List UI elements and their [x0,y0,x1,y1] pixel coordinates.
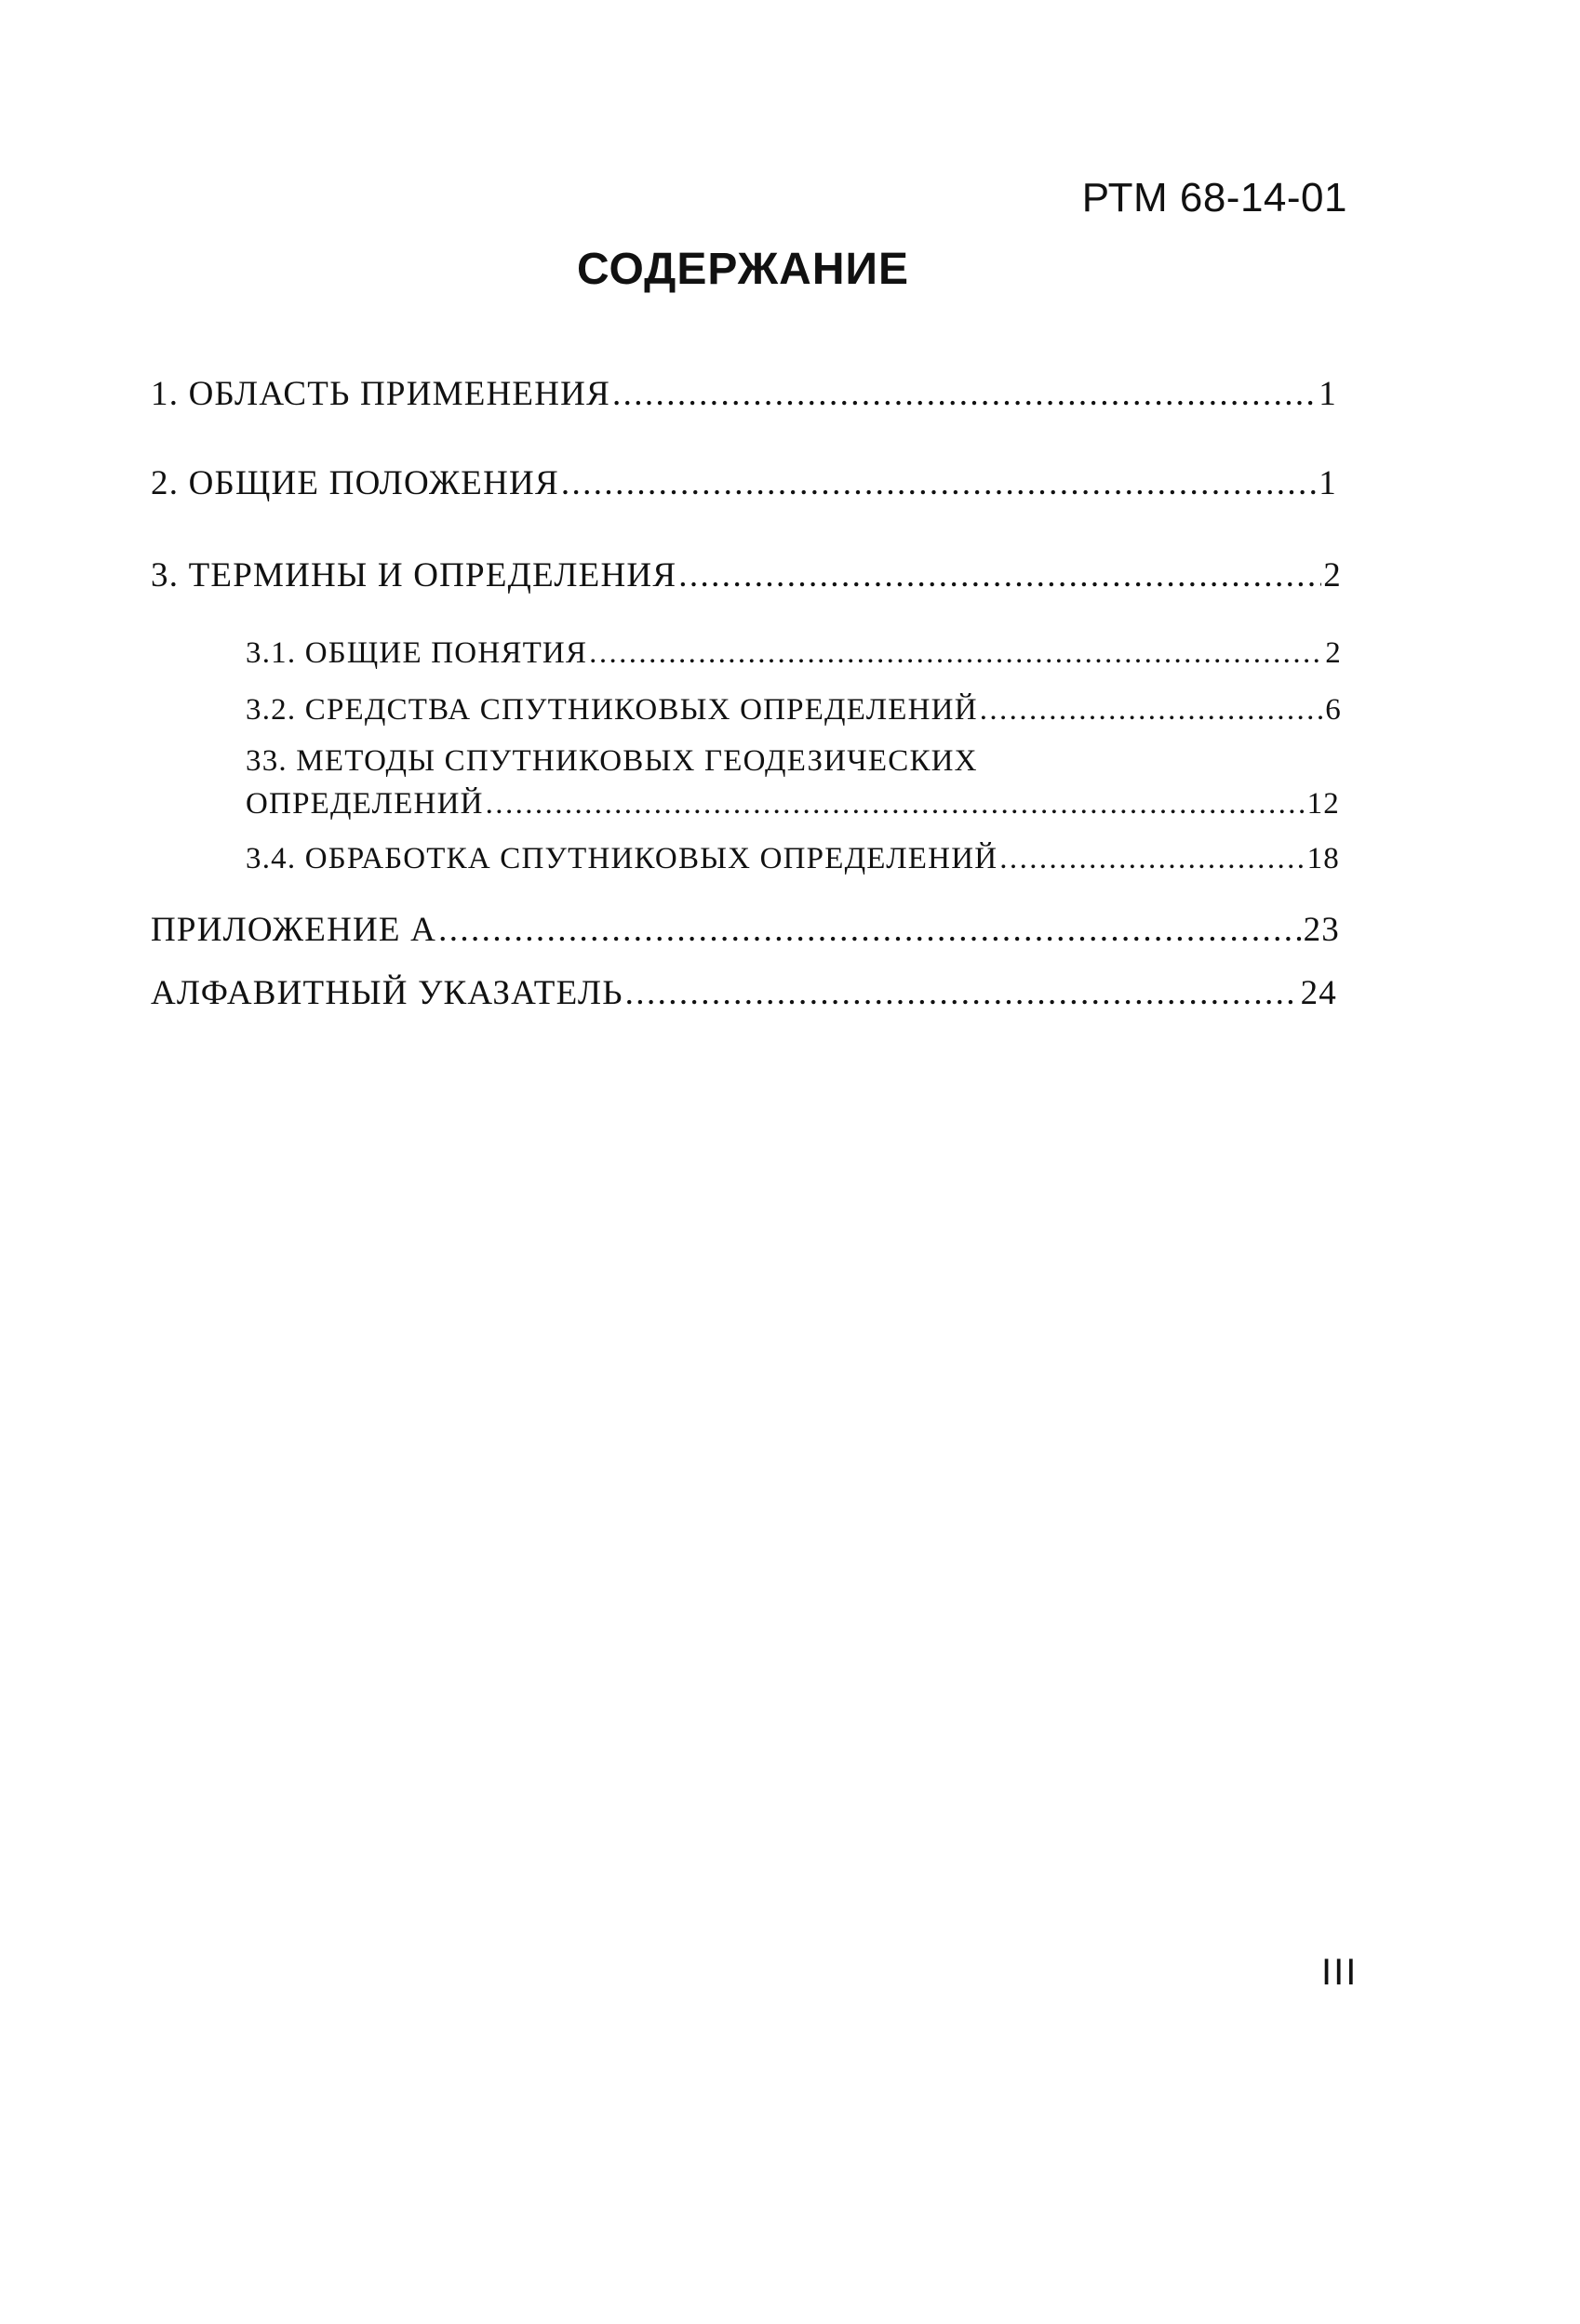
toc-entry-label: ПРИЛОЖЕНИЕ А [151,911,437,949]
toc-entry-label: ОПРЕДЕЛЕНИЙ [246,787,484,821]
document-code: РТМ 68-14-01 [1081,175,1347,220]
toc-entry-page: 12 [1306,787,1340,821]
toc-dot-leader [612,374,1317,414]
toc-dot-leader [678,555,1321,595]
toc-dot-leader [980,693,1324,728]
toc-entry-page: 23 [1303,911,1340,949]
toc-entry-label: 2. ОБЩИЕ ПОЛОЖЕНИЯ [151,464,559,502]
toc-entry-label: 1. ОБЛАСТЬ ПРИМЕНЕНИЯ [151,375,610,413]
toc-entry-page: 2 [1325,636,1342,670]
toc-entry-label: АЛФАВИТНЫЙ УКАЗАТЕЛЬ [151,974,623,1012]
toc-entry-page: 1 [1319,375,1337,413]
toc-entry-page: 2 [1323,556,1342,594]
toc-entry-terms[interactable] [151,555,1342,595]
toc-dot-leader [561,463,1317,503]
toc-entry-label: 3. ТЕРМИНЫ И ОПРЕДЕЛЕНИЯ [151,556,677,594]
toc-entry-page: 24 [1300,974,1337,1012]
toc-entry-general[interactable] [151,463,1337,503]
toc-dot-leader [486,787,1306,821]
toc-entry-general-concepts[interactable] [246,636,1342,671]
toc-dot-leader [625,973,1299,1013]
toc-dot-leader [999,842,1305,876]
toc-dot-leader [589,636,1323,671]
toc-entry-page: 6 [1325,693,1342,727]
toc-entry-satellite-methods-line1[interactable] [246,744,978,779]
page-title: СОДЕРЖАНИЕ [577,245,909,294]
toc-entry-label: 3.1. ОБЩИЕ ПОНЯТИЯ [246,636,588,670]
toc-entry-scope[interactable] [151,374,1337,414]
toc-dot-leader [438,910,1302,950]
toc-entry-page: 18 [1306,842,1340,875]
page-number: III [1321,1952,1359,1993]
toc-entry-page: 1 [1319,464,1337,502]
toc-entry-satellite-methods-line2[interactable] [246,787,1340,821]
toc-entry-label: 3.4. ОБРАБОТКА СПУТНИКОВЫХ ОПРЕДЕЛЕНИЙ [246,842,998,875]
toc-entry-satellite-processing[interactable] [246,842,1340,876]
toc-entry-satellite-tools[interactable] [246,693,1342,728]
toc-entry-label: 3.2. СРЕДСТВА СПУТНИКОВЫХ ОПРЕДЕЛЕНИЙ [246,693,978,727]
toc-entry-alphabetical-index[interactable] [151,973,1337,1013]
toc-entry-appendix-a[interactable] [151,910,1340,950]
toc-entry-label: 33. МЕТОДЫ СПУТНИКОВЫХ ГЕОДЕЗИЧЕСКИХ [246,744,978,778]
